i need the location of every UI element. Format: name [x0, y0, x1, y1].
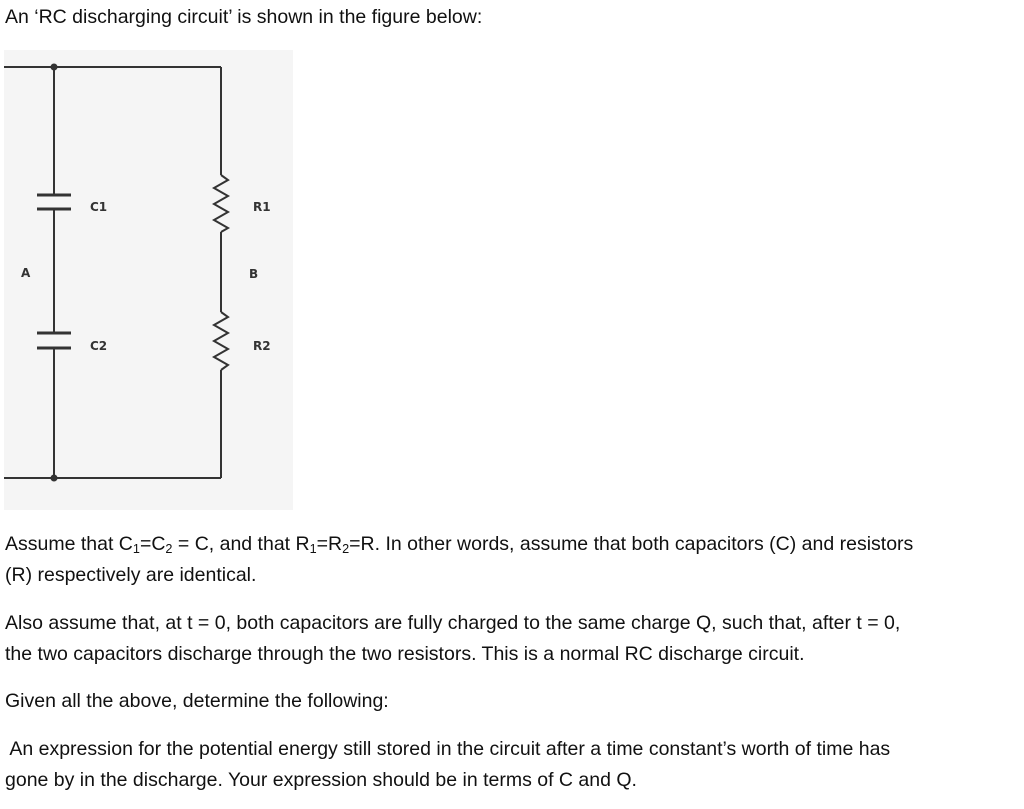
question-line-2: gone by in the discharge. Your expression should be in terms of C and Q. [5, 769, 637, 791]
question-line-1: An expression for the potential energy still stored in the circuit after a time constant’s worth of time has [5, 738, 891, 760]
junction-dot-top [51, 64, 58, 71]
subscript-2: 2 [165, 542, 173, 557]
subscript-1: 1 [309, 542, 317, 557]
assumption-paragraph [5, 529, 1010, 591]
assume-text-part: = C, and that R [172, 533, 310, 555]
question-paragraph [5, 734, 1010, 796]
intro-line: An ‘RC discharging circuit’ is shown in the figure below: [5, 6, 483, 28]
assume-text-part: =C [139, 533, 166, 555]
assume-text-part: =R [316, 533, 343, 555]
label-c1: C1 [90, 200, 108, 214]
label-node-a: A [21, 266, 31, 280]
rc-circuit-figure [4, 50, 293, 510]
subscript-2: 2 [342, 542, 350, 557]
initial-condition-line-1: Also assume that, at t = 0, both capacitors are fully charged to the same charge Q, such that, after t = 0, [5, 612, 901, 634]
assumption-line-2: (R) respectively are identical. [5, 564, 257, 586]
given-paragraph [5, 686, 1010, 717]
given-line: Given all the above, determine the following: [5, 690, 389, 712]
circuit-diagram [4, 50, 293, 510]
label-r2: R2 [253, 339, 271, 353]
assumption-line-1 [5, 529, 1010, 560]
label-c2: C2 [90, 339, 108, 353]
subscript-1: 1 [132, 542, 140, 557]
label-r1: R1 [253, 200, 271, 214]
resistor-r1 [214, 175, 228, 232]
intro-text [5, 2, 1010, 33]
initial-condition-paragraph [5, 608, 1010, 670]
label-node-b: B [249, 267, 259, 281]
initial-condition-line-2: the two capacitors discharge through the two resistors. This is a normal RC discharge circuit. [5, 643, 805, 665]
junction-dot-bottom [51, 475, 58, 482]
resistor-r2 [214, 312, 228, 370]
assume-text-part: =R. In other words, assume that both capacitors (C) and resistors [349, 533, 914, 555]
assume-text-part: Assume that C [5, 533, 133, 555]
